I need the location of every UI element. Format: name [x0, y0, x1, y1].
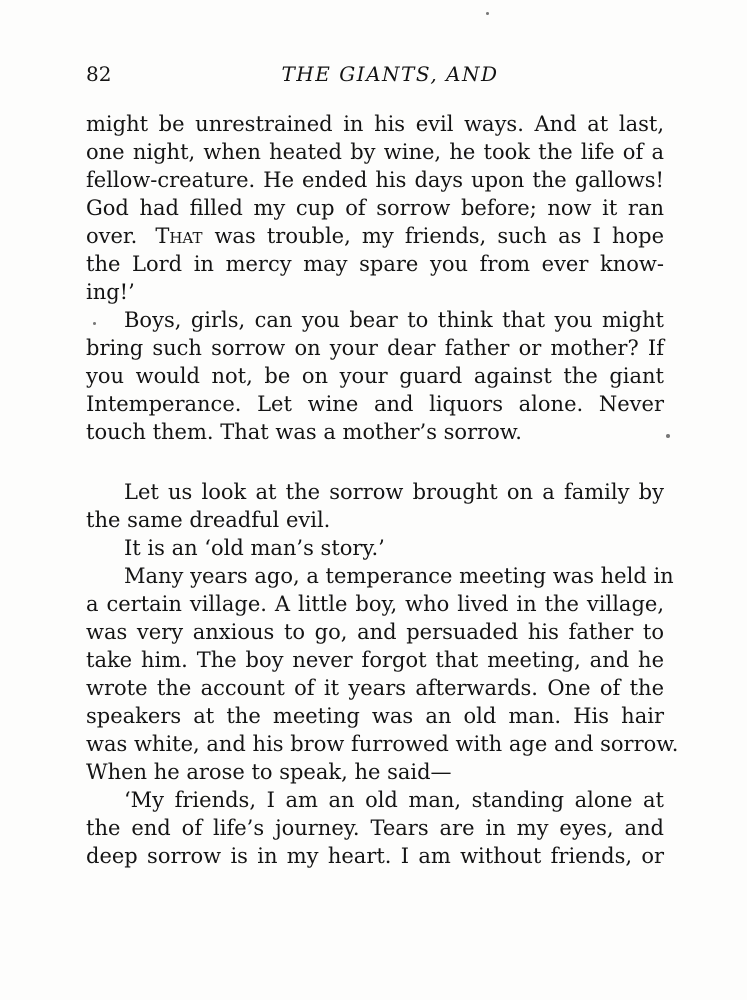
text-line: Intemperance. Let wine and liquors alone. Never: [86, 392, 664, 416]
paragraph-first-line: It is an ‘old man’s story.’: [124, 536, 385, 560]
paragraph-first-line: Let us look at the sorrow brought on a family by: [124, 480, 664, 504]
text-line: ing!’: [86, 280, 135, 304]
paragraph-first-line: Many years ago, a temperance meeting was held in: [124, 564, 674, 588]
text-line: speakers at the meeting was an old man. His hair: [86, 704, 664, 728]
text-line: [86, 222, 664, 250]
text-line: God had filled my cup of sorrow before; now it ran: [86, 196, 664, 220]
paper-speck: [666, 434, 670, 438]
text-fragment: was trouble, my friends, such as I hope: [214, 224, 664, 248]
text-fragment: over.: [86, 224, 138, 248]
text-line: was very anxious to go, and persuaded his father to: [86, 620, 664, 644]
text-line: take him. The boy never forgot that meeting, and he: [86, 648, 664, 672]
text-line: bring such sorrow on your dear father or mother? If: [86, 336, 664, 360]
text-line: might be unrestrained in his evil ways. And at last,: [86, 112, 664, 136]
paper-speck: [486, 12, 489, 15]
emphasis-that: That: [155, 224, 203, 248]
text-line: the same dreadful evil.: [86, 508, 331, 532]
text-line: deep sorrow is in my heart. I am without friends, or: [86, 844, 664, 868]
text-line: the Lord in mercy may spare you from ever know-: [86, 252, 664, 276]
paragraph-first-line: Boys, girls, can you bear to think that you might: [124, 308, 664, 332]
paper-speck: [93, 322, 96, 325]
text-line: When he arose to speak, he said—: [86, 760, 452, 784]
text-line: the end of life’s journey. Tears are in my eyes, and: [86, 816, 664, 840]
text-line: was white, and his brow furrowed with age and sorrow.: [86, 732, 679, 756]
text-line: fellow-creature. He ended his days upon the gallows!: [86, 168, 664, 192]
text-line: wrote the account of it years afterwards. One of the: [86, 676, 664, 700]
text-line: one night, when heated by wine, he took the life of a: [86, 140, 664, 164]
text-line: touch them. That was a mother’s sorrow.: [86, 420, 522, 444]
text-line: you would not, be on your guard against the giant: [86, 364, 664, 388]
text-line: a certain village. A little boy, who lived in the village,: [86, 592, 664, 616]
running-head: THE GIANTS, AND: [281, 62, 499, 86]
page-number: 82: [86, 62, 112, 86]
page-header: [86, 62, 664, 90]
paragraph-first-line: ‘My friends, I am an old man, standing alone at: [124, 788, 664, 812]
